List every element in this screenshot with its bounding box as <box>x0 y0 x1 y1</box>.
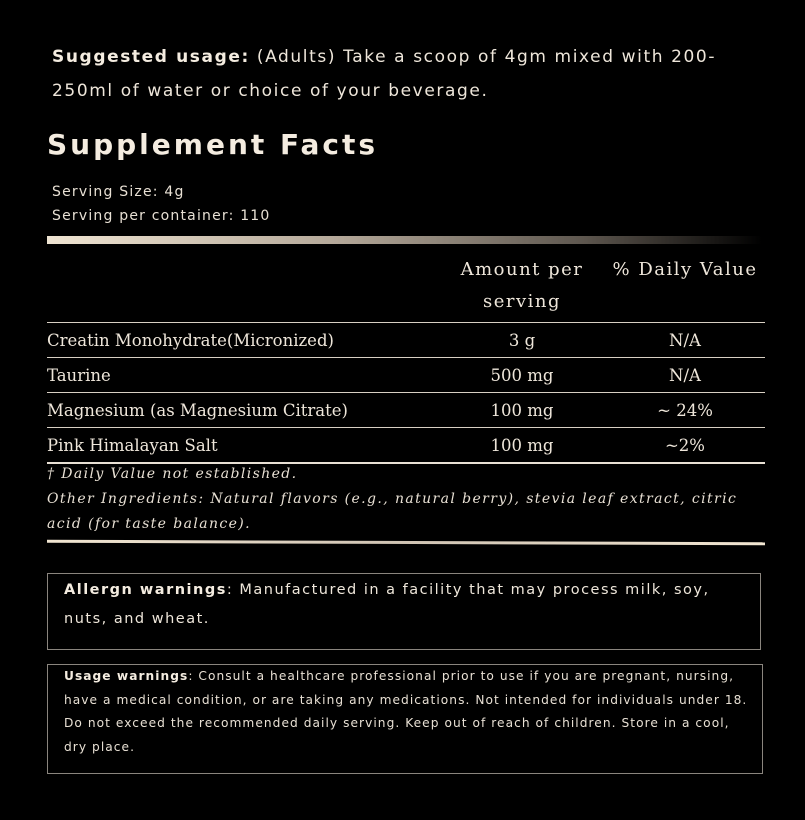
ingredient-daily-value: ~ 24% <box>605 393 765 428</box>
table-header-row <box>47 252 765 323</box>
usage-warning-box <box>47 664 763 774</box>
ingredient-name: Magnesium (as Magnesium Citrate) <box>47 393 439 428</box>
serving-info <box>52 180 271 228</box>
usage-warning-text: : Consult a healthcare professional prior to use if you are pregnant, nursing, have a medical condition, or are taking any medications. Not intended for individuals under 18. Do not exceed the recommended daily serving. Keep out of reach of children. Store in a cool, dry place. <box>64 669 748 754</box>
table-row <box>47 323 765 358</box>
ingredient-name: Pink Himalayan Salt <box>47 428 439 464</box>
ingredient-name: Taurine <box>47 358 439 393</box>
bottom-divider <box>47 540 765 546</box>
ingredient-daily-value: ~2% <box>605 428 765 464</box>
table-row <box>47 428 765 464</box>
allergen-warning-box <box>47 573 761 650</box>
supplement-facts-title: Supplement Facts <box>47 128 379 161</box>
ingredient-amount: 500 mg <box>439 358 605 393</box>
ingredient-amount: 100 mg <box>439 428 605 464</box>
header-gradient-bar <box>47 236 762 244</box>
header-daily-value: % Daily Value <box>612 259 758 280</box>
suggested-usage <box>52 40 772 108</box>
ingredient-amount: 3 g <box>439 323 605 358</box>
serving-size: Serving Size: 4g <box>52 184 185 200</box>
header-amount: Amount per serving <box>460 259 584 312</box>
ingredient-daily-value: N/A <box>605 358 765 393</box>
table-row <box>47 393 765 428</box>
daily-value-note: † Daily Value not established. <box>47 466 298 482</box>
allergen-warning-label: Allergn warnings <box>64 582 227 598</box>
header-ingredient <box>47 252 439 323</box>
ingredient-amount: 100 mg <box>439 393 605 428</box>
ingredient-name: Creatin Monohydrate(Micronized) <box>47 323 439 358</box>
ingredient-daily-value: N/A <box>605 323 765 358</box>
suggested-usage-text: (Adults) Take a scoop of 4gm mixed with 200-250ml of water or choice of your beverage. <box>52 47 717 101</box>
table-row <box>47 358 765 393</box>
allergen-warning-text: : Manufactured in a facility that may process milk, soy, nuts, and wheat. <box>64 582 710 627</box>
servings-per-container: Serving per container: 110 <box>52 208 271 224</box>
other-ingredients: Other Ingredients: Natural flavors (e.g., natural berry), stevia leaf extract, citric acid (for taste balance). <box>47 491 738 532</box>
supplement-facts-table <box>47 252 765 464</box>
suggested-usage-label: Suggested usage: <box>52 47 250 67</box>
footnotes <box>47 462 767 537</box>
usage-warning-label: Usage warnings <box>64 669 189 683</box>
